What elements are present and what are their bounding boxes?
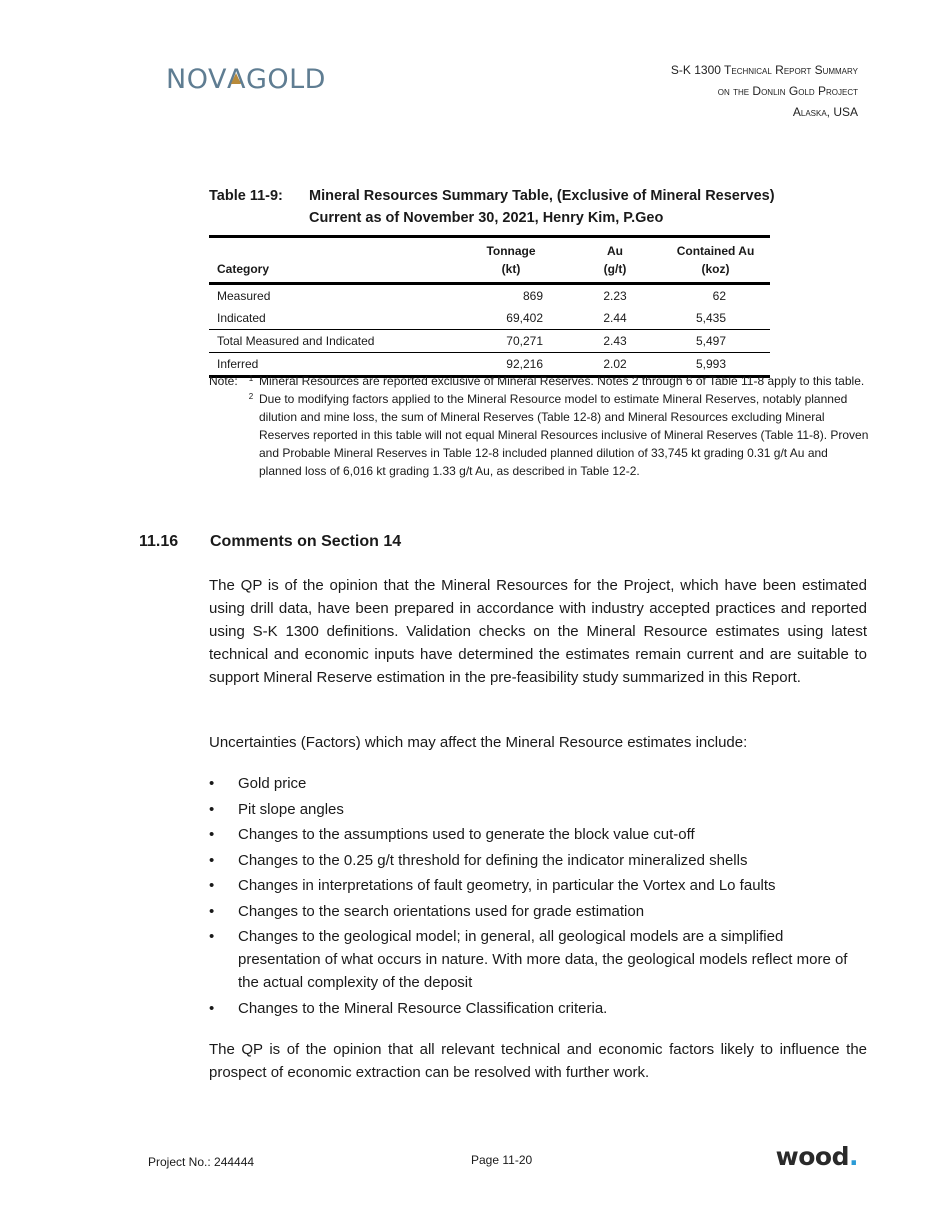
- list-item: • Changes to the Mineral Resource Classification criteria.: [209, 997, 849, 1020]
- bullet-icon: •: [209, 999, 215, 1017]
- logo-triangle-icon: [231, 73, 241, 84]
- page-number: Page 11-20: [471, 1153, 533, 1167]
- wood-logo: wood.: [775, 1142, 858, 1171]
- header-tonnage: Tonnage (kt): [453, 237, 569, 284]
- report-header: [671, 60, 858, 123]
- table-notes: [209, 372, 869, 480]
- header-au: Au (g/t): [569, 237, 661, 284]
- list-item: • Changes to the assumptions used to generate the block value cut-off: [209, 823, 849, 846]
- header-category: Category: [209, 237, 453, 284]
- bullet-icon: •: [209, 800, 215, 818]
- bullet-icon: •: [209, 877, 215, 894]
- section-title: Comments on Section 14: [210, 533, 402, 550]
- list-item: • Changes to the search orientations used for grade estimation: [209, 900, 849, 923]
- bullet-icon: •: [209, 928, 215, 945]
- list-item: • Gold price: [209, 772, 849, 795]
- section-heading: [139, 533, 401, 551]
- bullet-icon: •: [209, 775, 215, 792]
- header-line: Alaska, USA: [792, 105, 858, 119]
- header-line: on the Donlin Gold Project: [717, 84, 858, 98]
- table-header-row: [209, 237, 770, 284]
- table-title: Table 11-9: Mineral Resources Summary Table, (Exclusive of Mineral Reserves) Current as of November 30, 2021, Henry Kim, P.Geo: [209, 185, 789, 229]
- list-item: • Changes to the geological model; in general, all geological models are a simplified presentation of what occurs in nature. With more data, the geological models reflect more of the actual complexity of the deposit: [209, 925, 849, 994]
- list-item: • Changes in interpretations of fault geometry, in particular the Vortex and Lo faults: [209, 874, 849, 897]
- table-row: Indicated 69,402 2.44 5,435: [217, 311, 726, 325]
- note-item: Note: 1 Mineral Resources are reported exclusive of Mineral Reserves. Notes 2 through 6 of Table 11-8 apply to this table.: [209, 374, 865, 388]
- bullet-icon: •: [209, 851, 215, 869]
- list-item: • Changes to the 0.25 g/t threshold for defining the indicator mineralized shells: [209, 849, 849, 872]
- paragraph: The QP is of the opinion that all relevant technical and economic factors likely to influence the prospect of economic extraction can be resolved with further work.: [209, 1041, 867, 1081]
- note-item: 2 Due to modifying factors applied to the Mineral Resource model to estimate Mineral Reserves, notably planned dilution and mine loss, the sum of Mineral Reserves (Table 12-8) and Mineral Resources excluding Mineral Reserves reported in this table will not equal Mineral Resources inclusive of Mineral Reserves (Table 11-8). Proven and Probable Mineral Reserves in Table 12-8 included planned dilution of 33,745 kt grading 0.31 g/t Au and planned loss of 6,016 kt grading 1.33 g/t Au, as described in Table 12-2.: [248, 392, 869, 478]
- novagold-logo: NOVA GOLD: [166, 64, 326, 95]
- list-item: • Pit slope angles: [209, 798, 849, 821]
- header-contained-au: Contained Au (koz): [661, 237, 770, 284]
- table-row: Inferred 92,216 2.02 5,993: [209, 353, 770, 377]
- project-number: Project No.: 244444: [148, 1155, 255, 1169]
- table-row: Total Measured and Indicated 70,271 2.43 5,497: [209, 330, 770, 353]
- mineral-resources-table: [209, 235, 770, 378]
- bullet-icon: •: [209, 826, 215, 843]
- table-number: Table 11-9:: [209, 188, 283, 204]
- table-row: Measured 869 2.23 62: [217, 289, 726, 303]
- paragraph: Uncertainties (Factors) which may affect the Mineral Resource estimates include:: [209, 734, 748, 751]
- note-label: Note:: [209, 374, 238, 388]
- header-line: S-K 1300 Technical Report Summary: [670, 63, 858, 77]
- bullet-icon: •: [209, 902, 215, 920]
- section-number: 11.16: [139, 533, 179, 550]
- uncertainties-list: [209, 772, 849, 1022]
- paragraph: The QP is of the opinion that the Mineral Resources for the Project, which have been estimated using drill data, have been prepared in accordance with industry accepted practices and reported using S-K 1300 definitions. Validation checks on the Mineral Resource estimates using latest technical and economic inputs have determined the estimates remain current and are suitable to support Mineral Reserve estimation in the pre-feasibility study summarized in this Report.: [209, 577, 867, 686]
